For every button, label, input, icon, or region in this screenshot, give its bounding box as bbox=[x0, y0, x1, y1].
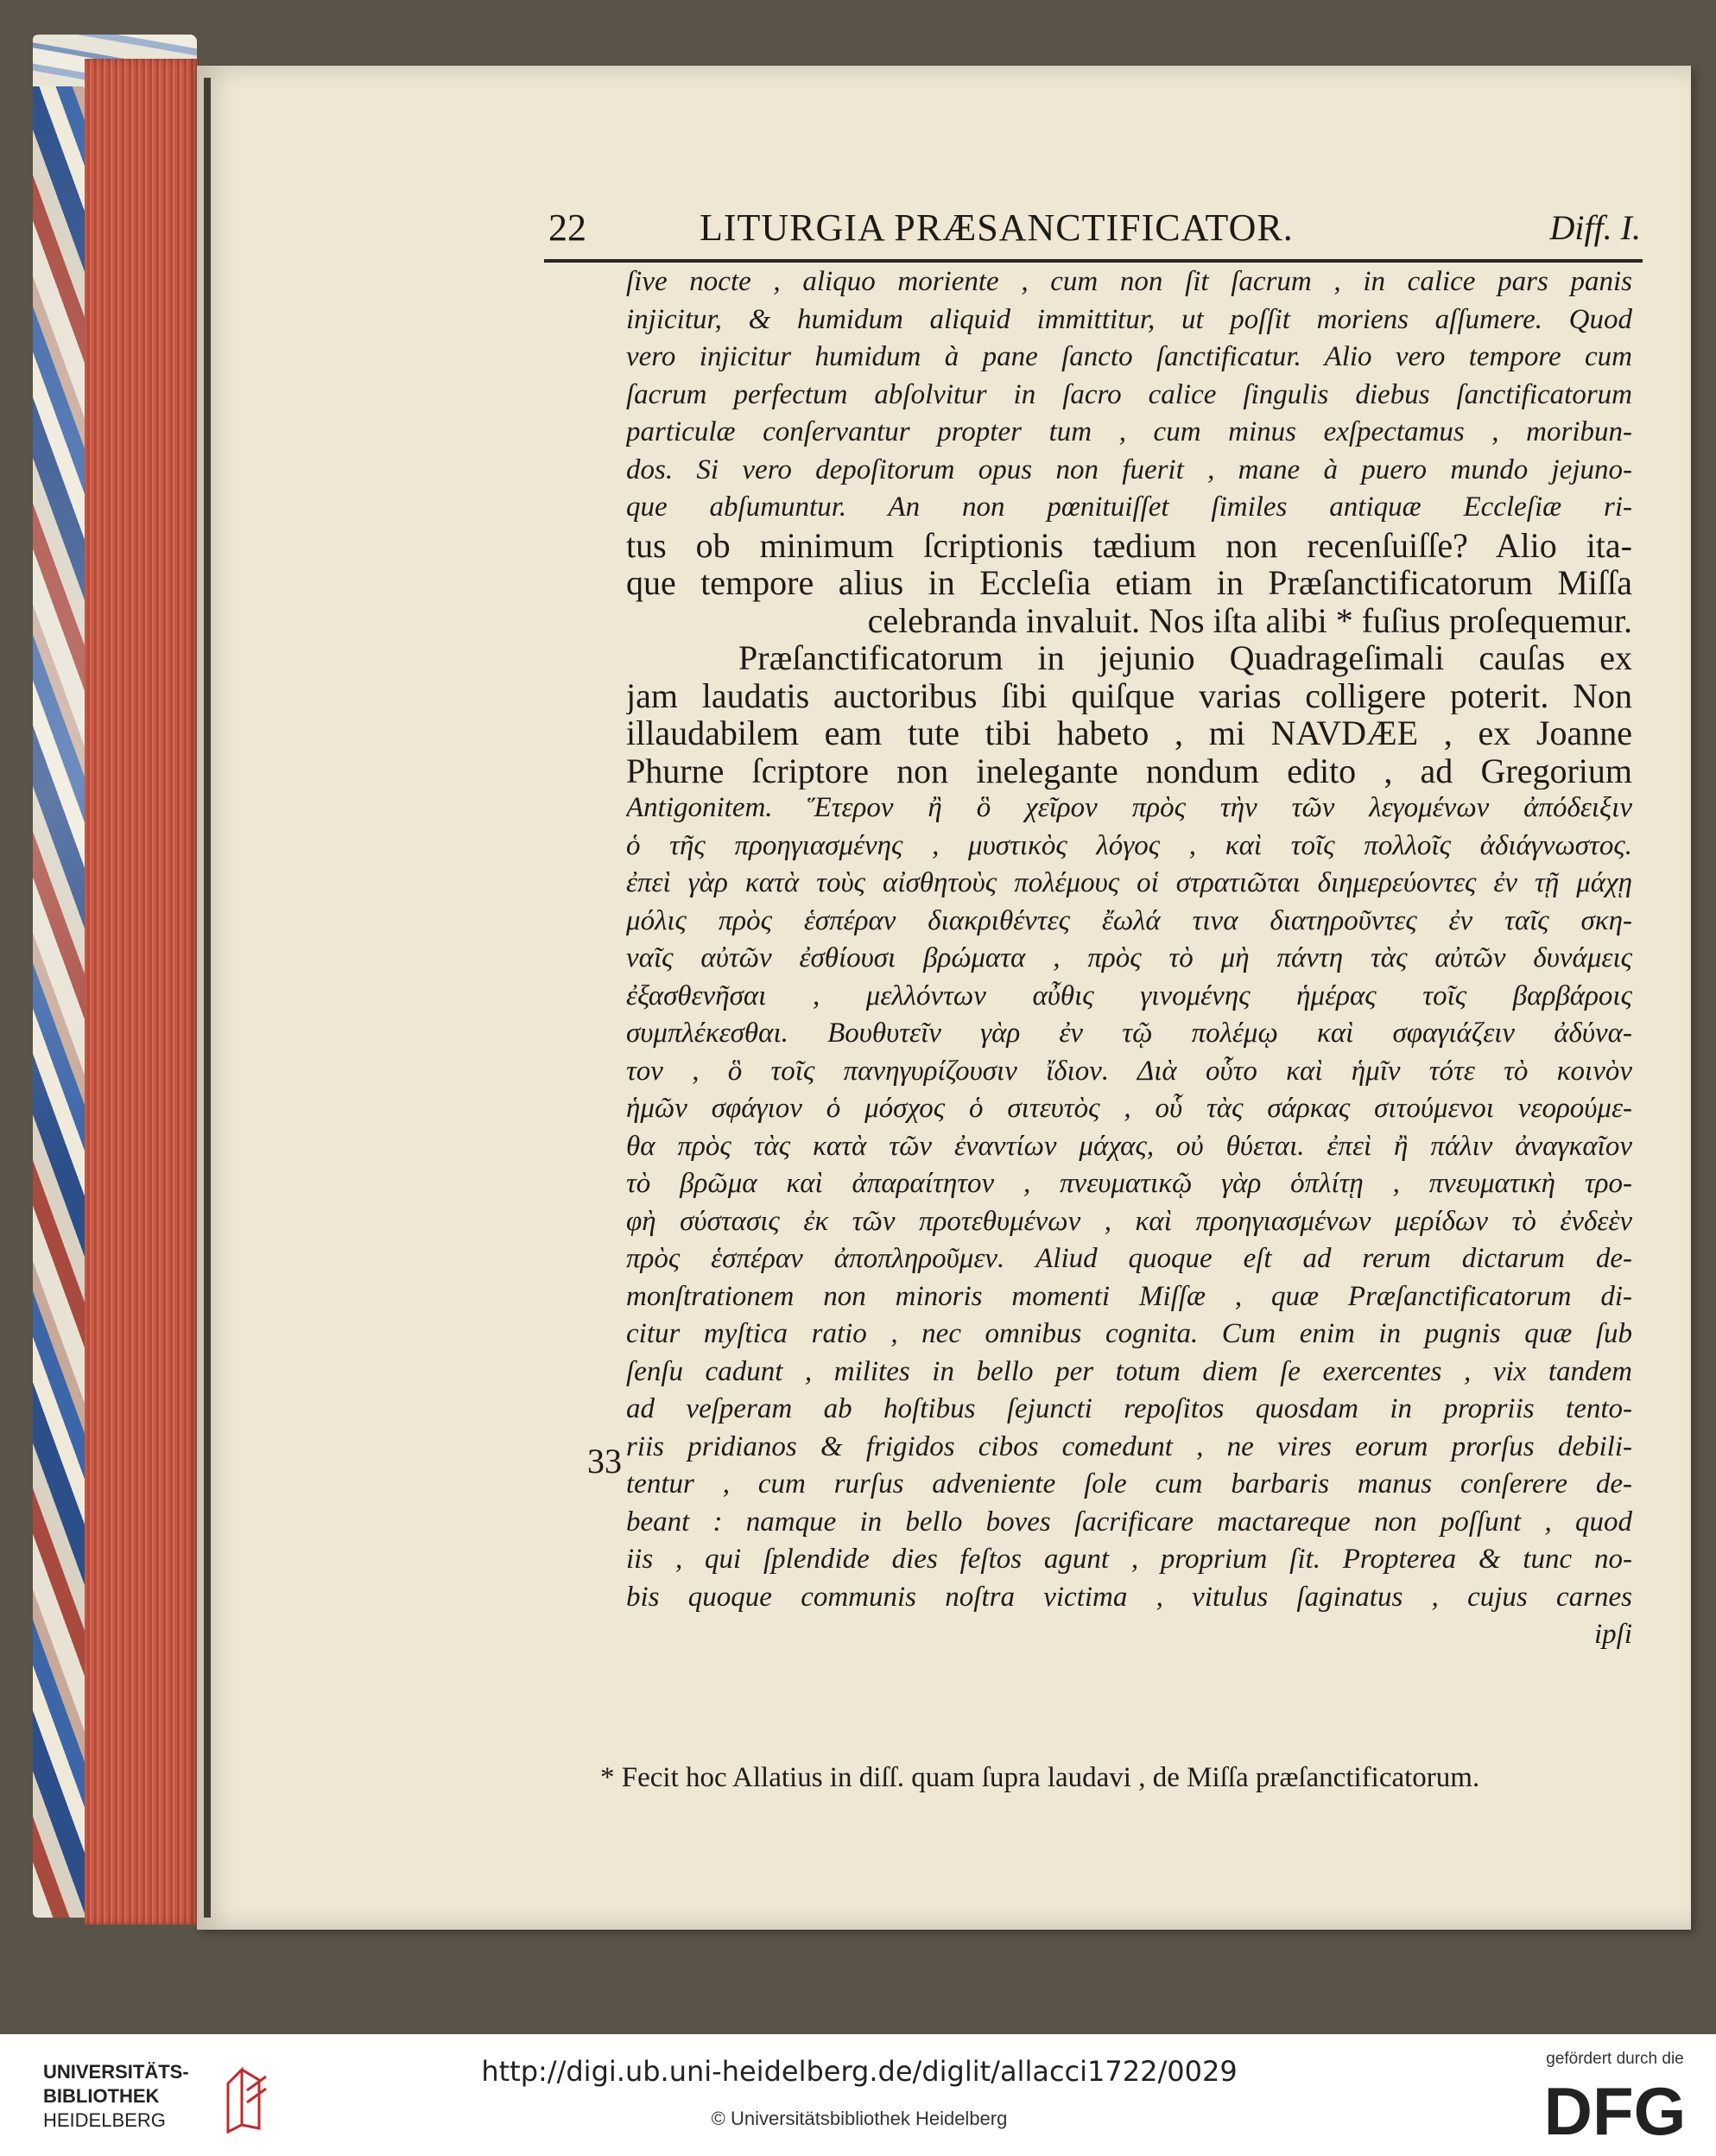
running-header bbox=[548, 206, 1641, 257]
text-line: Phurne ſcriptore non inelegante nondum edito , ad Gregorium bbox=[626, 751, 1632, 789]
library-emblem-icon bbox=[225, 2064, 269, 2134]
dfg-logo[interactable] bbox=[1533, 2076, 1697, 2145]
text-line: iis , qui ſplendide dies feſtos agunt , proprium ſit. Propterea & tunc no- bbox=[626, 1544, 1632, 1575]
text-line: Præſanctificatorum in jejunio Quadrageſimali cauſas ex bbox=[738, 639, 1632, 677]
margin-number: 33 bbox=[587, 1442, 622, 1481]
text-line: tus ob minimum ſcriptionis tædium non recenſuiſſe? Alio ita- bbox=[626, 526, 1632, 564]
text-line: μόλις πρὸς ἑσπέραν διακριθέντες ἔωλά τινα διατηροῦντες ἐν ταῖς σκη- bbox=[626, 904, 1632, 936]
text-line: jam laudatis auctoribus ſibi quiſque varias colligere poterit. Non bbox=[626, 676, 1632, 714]
page-gutter bbox=[204, 78, 211, 1918]
text-line: ὁ τῆς προηγιασμένης , μυστικὸς λόγος , καὶ τοῖς πολλοῖς ἀδιάγνωστος. bbox=[626, 829, 1632, 861]
text-line: celebranda invaluit. Nos iſta alibi * fuſius proſequemur. bbox=[867, 601, 1632, 639]
text-line: συμπλέκεσθαι. Βουθυτεῖν γὰρ ἐν τῷ πολέμῳ καὶ σφαγιάζειν ἀδύνα- bbox=[626, 1018, 1632, 1049]
text-line: τὸ βρῶμα καὶ ἀπαραίτητον , πνευματικῷ γὰρ ὁπλίτῃ , πνευματικὴ τρο- bbox=[626, 1168, 1632, 1199]
text-line: ipſi bbox=[1593, 1619, 1632, 1650]
text-line: ἐξασθενῆσαι , μελλόντων αὖθις γινομένης ἡμέρας τοῖς βαρβάροις bbox=[626, 980, 1632, 1011]
text-line: ἐπεὶ γὰρ κατὰ τοὺς αἰσθητοὺς πολέμους οἱ στρατιῶται διημερεύοντες ἐν τῇ μάχῃ bbox=[626, 867, 1632, 898]
library-line-3: HEIDELBERG bbox=[43, 2109, 166, 2131]
text-line: beant : namque in bello boves ſacrificare mactareque non poſſunt , quod bbox=[626, 1506, 1632, 1538]
text-line: φὴ σύστασις ἐκ τῶν προτεθυμένων , καὶ προηγιασμένων μερίδων τὸ ἐνδεὲν bbox=[626, 1205, 1632, 1237]
dfg-logo-text: DFG bbox=[1543, 2076, 1687, 2145]
text-line: ναῖς αὐτῶν ἐσθίουσι βρώματα , πρὸς τὸ μὴ πάντη τὰς αὐτῶν δυνάμεις bbox=[626, 942, 1632, 973]
text-line: τον , ὃ τοῖς πανηγυρίζουσιν ἴδιον. Διὰ οὗτο καὶ ἡμῖν τότε τὸ κοινὸν bbox=[626, 1055, 1632, 1087]
text-line: que tempore alius in Eccleſia etiam in Præſanctificatorum Miſſa bbox=[626, 564, 1632, 602]
library-line-2: BIBLIOTHEK bbox=[43, 2085, 160, 2107]
text-line: πρὸς ἑσπέραν ἀποπληροῦμεν. Aliud quoque eſt ad rerum dictarum de- bbox=[626, 1243, 1632, 1274]
text-line: particulæ conſervantur propter tum , cum minus exſpectamus , moribun- bbox=[626, 416, 1632, 447]
header-rule bbox=[544, 259, 1643, 263]
dissertation-label: Diff. I. bbox=[1549, 208, 1641, 247]
text-line: riis pridianos & frigidos cibos comedunt , ne vires eorum prorſus debili- bbox=[626, 1430, 1632, 1462]
body-text bbox=[626, 263, 1632, 1654]
ub-heidelberg-logo[interactable] bbox=[43, 2060, 268, 2142]
text-line: bis quoque communis noſtra victima , vitulus ſaginatus , cujus carnes bbox=[626, 1581, 1632, 1613]
text-line: ad veſperam ab hoſtibus ſejuncti repoſitos quosdam in propriis tento- bbox=[626, 1393, 1632, 1424]
text-line: tentur , cum rurſus adveniente ſole cum barbaris manus conſerere de- bbox=[626, 1468, 1632, 1500]
text-line: θα πρὸς τὰς κατὰ τῶν ἐναντίων μάχας, οὐ θύεται. ἐπεὶ ἢ πάλιν ἀναγκαῖον bbox=[626, 1130, 1632, 1162]
text-line: que abſumuntur. An non pœnituiſſet ſimiles antiquæ Eccleſiæ ri- bbox=[626, 491, 1632, 523]
permalink-url[interactable]: http://digi.ub.uni-heidelberg.de/diglit/allacci1722/0029 bbox=[481, 2055, 1238, 2088]
text-line: dos. Si vero depoſitorum opus non fuerit , mane à puero mundo jejuno- bbox=[626, 453, 1632, 485]
running-title: LITURGIA PRÆSANCTIFICATOR. bbox=[700, 206, 1294, 249]
red-page-edges bbox=[85, 59, 199, 1925]
text-line: Antigonitem. Ἕτερον ἢ ὃ χεῖρον πρὸς τὴν τῶν λεγομένων ἀπόδειξιν bbox=[626, 792, 1632, 823]
funding-caption: gefördert durch die bbox=[1546, 2050, 1684, 2068]
footnote: * Fecit hoc Allatius in diſſ. quam ſupra laudavi , de Miſſa præſanctificatorum. bbox=[600, 1762, 1480, 1793]
library-name bbox=[43, 2060, 189, 2133]
copyright-notice: © Universitätsbibliothek Heidelberg bbox=[711, 2108, 1008, 2129]
text-line: ἡμῶν σφάγιον ὁ μόσχος ὁ σιτευτὸς , οὗ τὰς σάρκας σιτούμενοι νεορούμε- bbox=[626, 1093, 1632, 1124]
text-line: monſtrationem non minoris momenti Miſſæ , quæ Præſanctificatorum di- bbox=[626, 1280, 1632, 1312]
text-line: citur myſtica ratio , nec omnibus cognita. Cum enim in pugnis quæ ſub bbox=[626, 1318, 1632, 1349]
viewer-footer bbox=[0, 2034, 1716, 2156]
text-line: ſacrum perfectum abſolvitur in ſacro calice ſingulis diebus ſanctificatorum bbox=[626, 378, 1632, 410]
text-line: ſive nocte , aliquo moriente , cum non ſit ſacrum , in calice pars panis bbox=[626, 266, 1632, 297]
page-number: 22 bbox=[548, 206, 586, 249]
text-line: ſenſu cadunt , milites in bello per totum diem ſe exercentes , vix tandem bbox=[626, 1355, 1632, 1387]
text-line: illaudabilem eam tute tibi habeto , mi NAVDÆE , ex Joanne bbox=[626, 714, 1632, 752]
text-line: vero injicitur humidum à pane ſancto ſanctificatur. Alio vero tempore cum bbox=[626, 341, 1632, 372]
library-line-1: UNIVERSITÄTS- bbox=[43, 2061, 189, 2083]
text-line: injicitur, & humidum aliquid immittitur, ut poſſit moriens aſſumere. Quod bbox=[626, 303, 1632, 335]
